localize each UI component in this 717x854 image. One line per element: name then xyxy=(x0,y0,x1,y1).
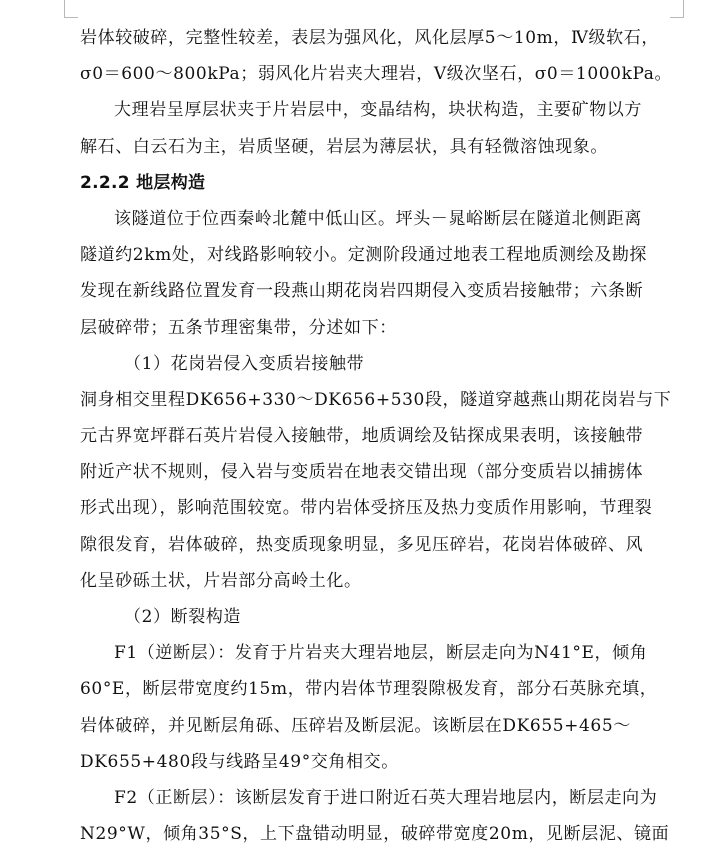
subheading-fault-structure xyxy=(80,599,685,635)
text-line: DK655+480段与线路呈49°交角相交。 xyxy=(80,751,399,772)
text-line: σ0＝600～800kPa；弱风化片岩夹大理岩，Ⅴ级次坚石，σ0＝1000kPa。 xyxy=(80,64,673,85)
text-line: F2（正断层）：该断层发育于进口附近石英大理岩地层内，断层走向为 xyxy=(114,787,658,808)
subheading-granite-contact xyxy=(80,346,685,382)
text-line: 发现在新线路位置发育一段燕山期花岗岩四期侵入变质岩接触带；六条断 xyxy=(80,281,644,302)
text-line: 岩体破碎，并见断层角砾、压碎岩及断层泥。该断层在DK655+465～ xyxy=(80,715,631,736)
text-line: 附近产状不规则，侵入岩与变质岩在地表交错出现（部分变质岩以捕掳体 xyxy=(80,462,644,483)
text-line: 元古界宽坪群石英片岩侵入接触带，地质调绘及钻探成果表明，该接触带 xyxy=(80,426,644,447)
right-margin-corner-mark xyxy=(683,0,684,18)
subheading: （1）花岗岩侵入变质岩接触带 xyxy=(124,353,365,374)
text-line: 隧道约2km处，对线路影响较小。定测阶段通过地表工程地质测绘及勘探 xyxy=(80,245,648,266)
text-line: 解石、白云石为主，岩质坚硬，岩层为薄层状，具有轻微溶蚀现象。 xyxy=(80,136,608,157)
paragraph-tunnel-location xyxy=(80,201,685,346)
text-line: 大理岩呈厚层状夹于片岩层中，变晶结构，块状构造，主要矿物以方 xyxy=(114,100,642,121)
text-line: 形式出现），影响范围较宽。带内岩体受挤压及热力变质作用影响，节理裂 xyxy=(80,498,653,519)
paragraph-fault-f2 xyxy=(80,780,685,852)
left-margin-corner-mark xyxy=(64,0,65,18)
text-line: 60°E，断层带宽度约15m，带内岩体节理裂隙极发育，部分石英脉充填， xyxy=(80,679,658,700)
text-line: F1（逆断层）：发育于片岩夹大理岩地层，断层走向为N41°E，倾角 xyxy=(114,643,648,664)
text-line: 洞身相交里程DK656+330～DK656+530段，隧道穿越燕山期花岗岩与下 xyxy=(80,389,672,410)
document-body xyxy=(80,20,685,852)
subheading: （2）断裂构造 xyxy=(124,607,242,627)
section-heading-2-2-2 xyxy=(80,165,685,201)
text-line: N29°W，倾角35°S，上下盘错动明显，破碎带宽度20m，见断层泥、镜面 xyxy=(80,824,670,845)
paragraph-fault-f1 xyxy=(80,635,685,780)
paragraph-rock-description xyxy=(80,20,685,92)
paragraph-marble xyxy=(80,92,685,164)
text-line: 岩体较破碎，完整性较差，表层为强风化，风化层厚5～10m，Ⅳ级软石， xyxy=(80,28,659,48)
text-line: 隙很发育，岩体破碎，热变质现象明显，多见压碎岩，花岗岩体破碎、风 xyxy=(80,534,644,555)
text-line: 该隧道位于位西秦岭北麓中低山区。坪头－晁峪断层在隧道北侧距离 xyxy=(114,208,642,229)
text-line: 层破碎带；五条节理密集带，分述如下： xyxy=(80,317,397,338)
text-line: 化呈砂砾土状，片岩部分高岭土化。 xyxy=(80,570,362,591)
paragraph-contact-zone xyxy=(80,382,685,599)
section-heading: 2.2.2 地层构造 xyxy=(80,172,206,193)
